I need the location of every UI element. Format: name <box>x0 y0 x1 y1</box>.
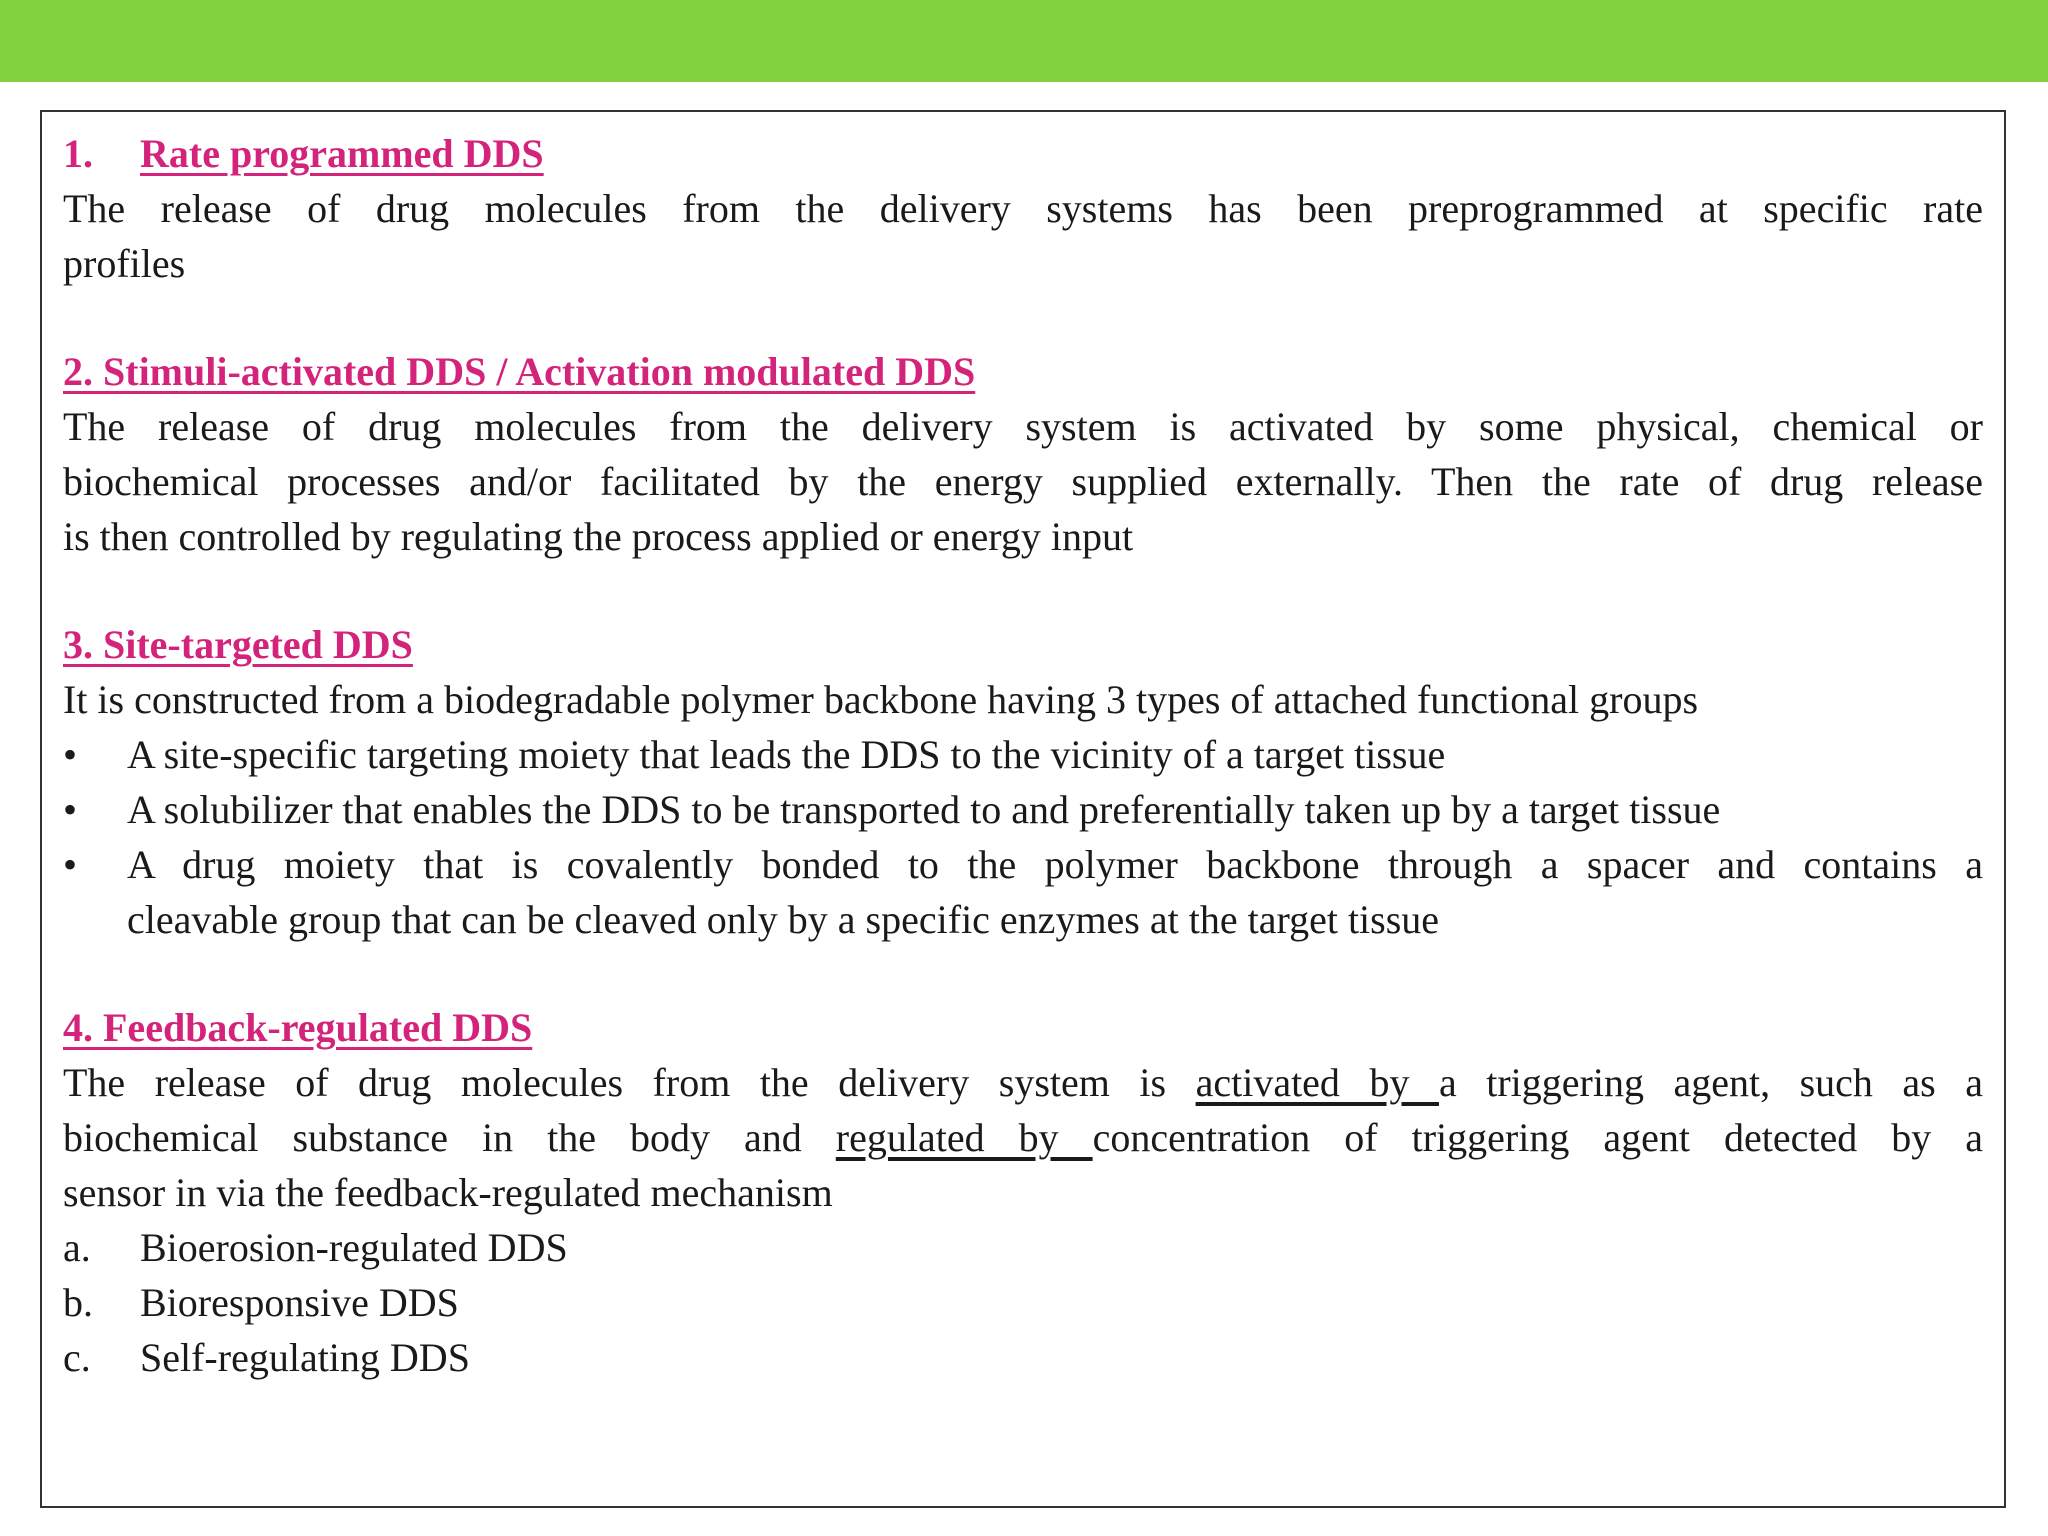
sub-item <box>63 1330 1983 1385</box>
sub-item <box>63 1220 1983 1275</box>
bullet-text-continued: cleavable group that can be cleaved only by a specific enzymes at the target tissue <box>127 897 1440 942</box>
section-4-text-line-2 <box>63 1110 1983 1165</box>
section-4-text-line-1 <box>63 1055 1983 1110</box>
section-2-title: 2. Stimuli-activated DDS / Activation modulated DDS <box>63 349 976 394</box>
sub-item-text: Self-regulating DDS <box>140 1335 470 1380</box>
bullet-text: A site-specific targeting moiety that leads the DDS to the vicinity of a target tissue <box>127 732 1446 777</box>
sub-item-marker: a. <box>63 1225 91 1270</box>
bullet-dot: • <box>63 787 78 832</box>
section-1-text-line-2: profiles <box>63 241 186 286</box>
section-4-title: 4. Feedback-regulated DDS <box>63 1005 533 1050</box>
sub-item-text: Bioresponsive DDS <box>140 1280 459 1325</box>
bullet-text: A drug moiety that is covalently bonded to the polymer backbone through a spacer and contains a <box>127 842 1983 887</box>
bullet-item <box>63 727 1983 782</box>
bullet-continuation <box>63 892 1983 947</box>
section-2-heading <box>63 344 1983 399</box>
text-segment: The release of drug molecules from the delivery system is <box>63 1060 1167 1105</box>
sub-item-marker: b. <box>63 1280 93 1325</box>
section-1-number: 1. <box>63 131 93 176</box>
bullet-dot: • <box>63 732 78 777</box>
text-segment: a triggering agent, such as a <box>1438 1060 1983 1105</box>
sub-item-marker: c. <box>63 1335 91 1380</box>
top-banner <box>0 0 2048 82</box>
sub-item-text: Bioerosion-regulated DDS <box>140 1225 568 1270</box>
section-1-text-line-1: The release of drug molecules from the delivery systems has been preprogrammed at specific rate <box>63 186 1983 231</box>
section-1-heading <box>63 126 1983 181</box>
text-segment: biochemical substance in the body and <box>63 1115 802 1160</box>
section-2-text-line-3: is then controlled by regulating the process applied or energy input <box>63 514 1134 559</box>
section-1-title: Rate programmed DDS <box>140 131 544 176</box>
text-segment: concentration of triggering agent detected by a <box>1092 1115 1983 1160</box>
section-3-heading <box>63 617 1983 672</box>
bullet-item <box>63 782 1983 837</box>
bullet-text: A solubilizer that enables the DDS to be transported to and preferentially taken up by a target tissue <box>127 787 1721 832</box>
content-frame <box>40 110 2006 1508</box>
bullet-item <box>63 837 1983 892</box>
underlined-phrase-activated-by: activated by <box>1195 1060 1439 1105</box>
section-4-text-line-3: sensor in via the feedback-regulated mechanism <box>63 1170 833 1215</box>
underlined-phrase-regulated-by: regulated by <box>835 1115 1093 1160</box>
sub-item <box>63 1275 1983 1330</box>
section-3-title: 3. Site-targeted DDS <box>63 622 413 667</box>
section-4-heading <box>63 1000 1983 1055</box>
section-2-text-line-2: biochemical processes and/or facilitated by the energy supplied externally. Then the rate of drug release <box>63 459 1983 504</box>
bullet-dot: • <box>63 842 78 887</box>
section-3-text-line-1: It is constructed from a biodegradable polymer backbone having 3 types of attached functional groups <box>63 677 1699 722</box>
section-2-text-line-1: The release of drug molecules from the delivery system is activated by some physical, chemical or <box>63 404 1983 449</box>
